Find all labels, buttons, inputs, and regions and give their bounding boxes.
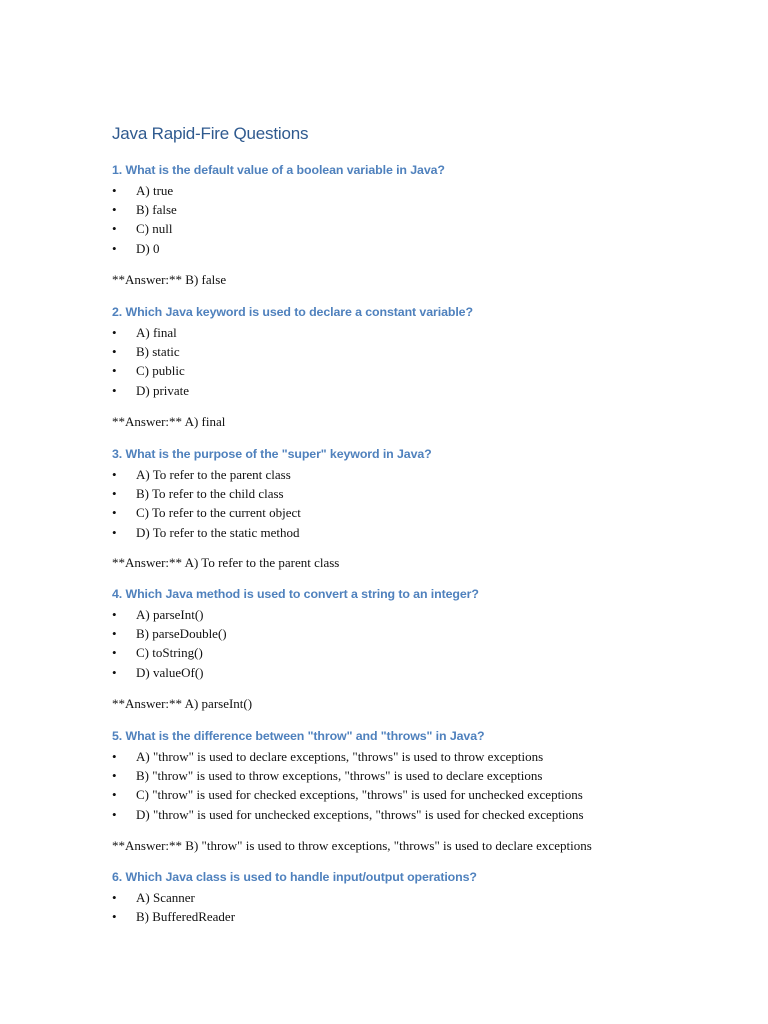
bullet-icon: •: [112, 626, 117, 642]
answer-text: **Answer:** B) false: [112, 272, 227, 287]
document-title: Java Rapid-Fire Questions: [112, 124, 309, 143]
bullet-icon: •: [112, 909, 117, 925]
option-text: C) "throw" is used for checked exceptions, "throws" is used for unchecked exceptions: [136, 787, 583, 803]
question-heading: 3. What is the purpose of the "super" keyword in Java?: [112, 447, 432, 461]
bullet-icon: •: [112, 363, 117, 379]
bullet-icon: •: [112, 240, 117, 256]
bullet-icon: •: [112, 806, 117, 822]
answer-text: **Answer:** A) parseInt(): [112, 696, 253, 711]
option-text: D) "throw" is used for unchecked exceptions, "throws" is used for checked exceptions: [136, 806, 584, 822]
option-text: C) null: [136, 221, 173, 237]
bullet-icon: •: [112, 467, 117, 482]
option-text: A) "throw" is used to declare exceptions, "throws" is used to throw exceptions: [136, 749, 544, 764]
option-text: B) false: [136, 202, 177, 218]
option-text: A) To refer to the parent class: [136, 467, 291, 482]
bullet-icon: •: [112, 787, 117, 803]
bullet-icon: •: [112, 505, 117, 521]
bullet-icon: •: [112, 749, 117, 764]
option-text: A) parseInt(): [136, 607, 204, 622]
answer-text: **Answer:** A) final: [112, 414, 226, 429]
bullet-icon: •: [112, 890, 117, 905]
option-text: D) To refer to the static method: [136, 524, 300, 540]
bullet-icon: •: [112, 344, 117, 360]
answer-text: **Answer:** A) To refer to the parent class: [112, 555, 340, 570]
option-text: B) parseDouble(): [136, 626, 227, 642]
option-text: D) 0: [136, 240, 160, 256]
option-text: B) "throw" is used to throw exceptions, "throws" is used to declare exceptions: [136, 768, 543, 784]
option-text: D) valueOf(): [136, 664, 204, 680]
question-heading: 5. What is the difference between "throw" and "throws" in Java?: [112, 729, 485, 743]
option-text: C) public: [136, 363, 185, 379]
option-text: B) static: [136, 344, 180, 360]
bullet-icon: •: [112, 325, 117, 340]
option-text: C) To refer to the current object: [136, 505, 301, 521]
bullet-icon: •: [112, 202, 117, 218]
bullet-icon: •: [112, 524, 117, 540]
question-heading: 2. Which Java keyword is used to declare a constant variable?: [112, 305, 473, 319]
bullet-icon: •: [112, 221, 117, 237]
option-text: B) BufferedReader: [136, 909, 236, 925]
bullet-icon: •: [112, 382, 117, 398]
option-text: A) final: [136, 325, 177, 340]
question-heading: 4. Which Java method is used to convert a string to an integer?: [112, 587, 479, 601]
bullet-icon: •: [112, 486, 117, 502]
answer-text: **Answer:** B) "throw" is used to throw exceptions, "throws" is used to declare exceptions: [112, 838, 592, 853]
option-text: A) Scanner: [136, 890, 195, 905]
bullet-icon: •: [112, 664, 117, 680]
question-heading: 6. Which Java class is used to handle input/output operations?: [112, 870, 477, 884]
option-text: B) To refer to the child class: [136, 486, 284, 502]
bullet-icon: •: [112, 645, 117, 661]
option-text: C) toString(): [136, 645, 203, 661]
bullet-icon: •: [112, 183, 117, 198]
bullet-icon: •: [112, 768, 117, 784]
option-text: A) true: [136, 183, 174, 198]
question-heading: 1. What is the default value of a boolean variable in Java?: [112, 163, 445, 177]
bullet-icon: •: [112, 607, 117, 622]
option-text: D) private: [136, 382, 190, 398]
